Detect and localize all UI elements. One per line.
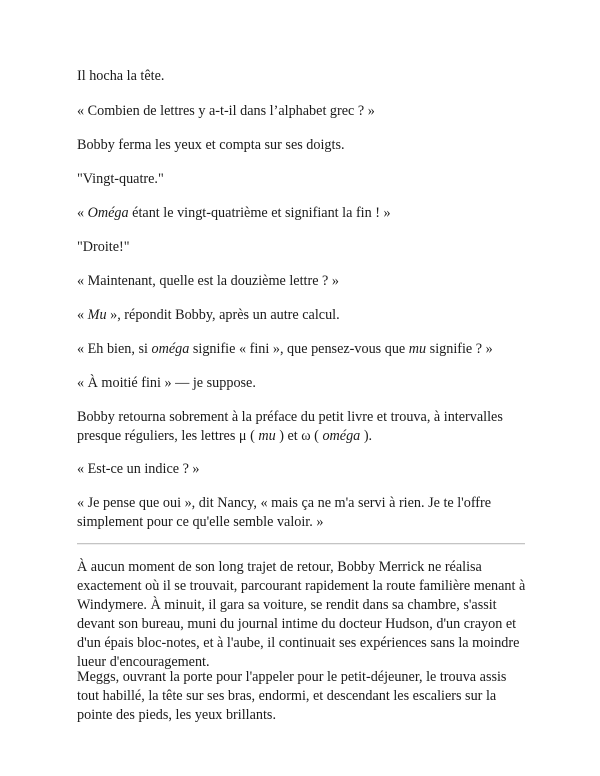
italic-word: Mu	[87, 307, 107, 323]
italic-word: mu	[258, 428, 276, 444]
paragraph: "Vingt-quatre."	[77, 171, 164, 187]
text-run: signifie « fini », que pensez-vous que	[189, 341, 409, 357]
paragraph: « Je pense que oui », dit Nancy, « mais ça ne m'a servi à rien. Je te l'offre simplement pour ce qu'elle semble valoir. »	[77, 495, 492, 530]
paragraph	[77, 408, 532, 446]
paragraph: « Est-ce un indice ? »	[77, 461, 200, 477]
paragraph: Bobby ferma les yeux et compta sur ses doigts.	[77, 137, 345, 153]
text-run: «	[77, 307, 88, 323]
text-run: signifie ? »	[426, 341, 493, 357]
text-run: ) et ω (	[275, 428, 323, 444]
paragraph: Il hocha la tête.	[77, 68, 165, 84]
paragraph: « Combien de lettres y a-t-il dans l’alphabet grec ? »	[77, 103, 375, 119]
text-run: « Eh bien, si	[77, 341, 152, 357]
text-run: «	[77, 205, 88, 221]
paragraph	[77, 340, 532, 359]
paragraph: « Maintenant, quelle est la douzième lettre ? »	[77, 273, 339, 289]
paragraph: « À moitié fini » — je suppose.	[77, 375, 256, 391]
text-run: Bobby retourna sobrement à la préface du petit livre et trouva, à intervalles presque réguliers, les lettres μ (	[77, 409, 503, 444]
paragraph	[77, 204, 532, 223]
paragraph: Meggs, ouvrant la porte pour l'appeler pour le petit-déjeuner, le trouva assis tout habillé, la tête sur ses bras, endormi, et descendant les escaliers sur la pointe des pieds, les yeux brillants.	[77, 669, 507, 723]
paragraph	[77, 306, 532, 325]
italic-word: Oméga	[87, 205, 129, 221]
italic-word: oméga	[151, 341, 190, 357]
text-run: ).	[360, 428, 373, 444]
italic-word: mu	[408, 341, 427, 357]
paragraph: À aucun moment de son long trajet de retour, Bobby Merrick ne réalisa exactement où il se trouvait, parcourant rapidement la route familière menant à Windymere. À minuit, il gara sa voiture, se rendit dans sa chambre, s'assit devant son bureau, muni du journal intime du docteur Hudson, d'un crayon et d'un épais bloc-notes, et à l'aube, il continuait ses expériences sans la moindre lueur d'encouragement.	[77, 559, 526, 670]
text-run: », répondit Bobby, après un autre calcul.	[106, 307, 340, 323]
italic-word: oméga	[322, 428, 361, 444]
text-run: étant le vingt-quatrième et signifiant la fin ! »	[128, 205, 391, 221]
section-divider	[77, 543, 525, 545]
paragraph: "Droite!"	[77, 239, 130, 255]
